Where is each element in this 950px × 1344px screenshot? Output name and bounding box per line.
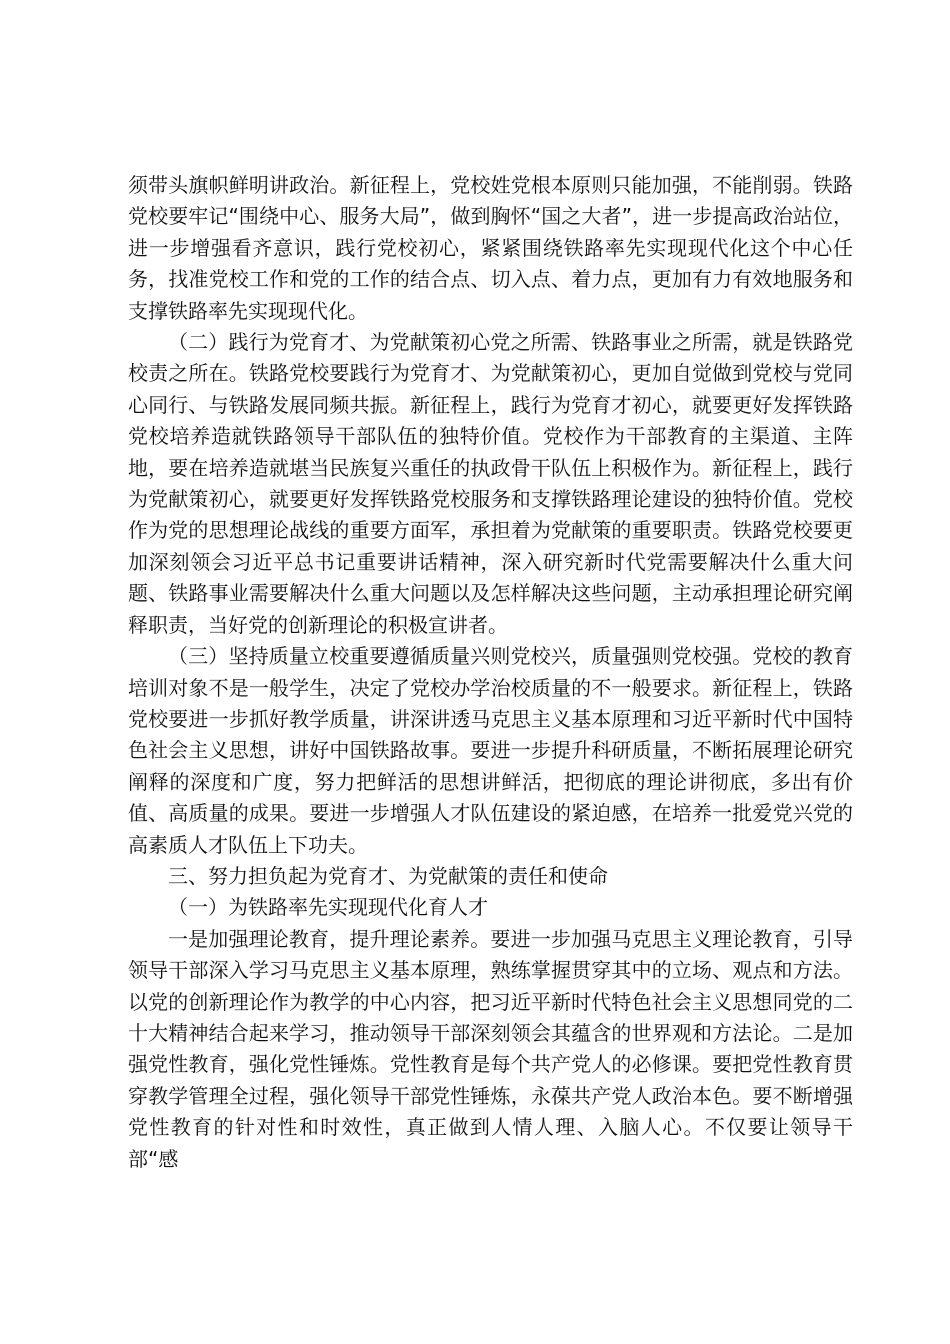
- body-paragraph: （三）坚持质量立校重要遵循质量兴则党校兴，质量强则党校强。党校的教育培训对象不是一般学生，决定了党校办学治校质量的不一般要求。新征程上，铁路党校要进一步抓好教学质量，讲深讲透马克思主义基本原理和习近平新时代中国特色社会主义思想，讲好中国铁路故事。要进一步提升科研质量，不断拓展理论研究阐释的深度和广度，努力把鲜活的思想讲鲜活，把彻底的理论讲彻底，多出有价值、高质量的成果。要进一步增强人才队伍建设的紧迫感，在培养一批爱党兴党的高素质人才队伍上下功夫。: [128, 644, 853, 857]
- body-paragraph: 一是加强理论教育，提升理论素养。要进一步加强马克思主义理论教育，引导领导干部深入学习马克思主义基本原理，熟练掌握贯穿其中的立场、观点和方法。以党的创新理论作为教学的中心内容，把习近平新时代特色社会主义思想同党的二十大精神结合起来学习，推动领导干部深刻领会其蕴含的世界观和方法论。二是加强党性教育，强化党性锤炼。党性教育是每个共产党人的必修课。要把党性教育贯穿教学管理全过程，强化领导干部党性锤炼，永葆共产党人政治本色。要不断增强党性教育的针对性和时效性，真正做到人情人理、入脑人心。不仅要让领导干部“感: [128, 926, 853, 1171]
- document-body: [128, 170, 853, 1175]
- subsection-heading: （一）为铁路率先实现现代化育人才: [168, 895, 488, 920]
- body-paragraph: 须带头旗帜鲜明讲政治。新征程上，党校姓党根本原则只能加强，不能削弱。铁路党校要牢记“围绕中心、服务大局”，做到胸怀“国之大者”，进一步提高政治站位，进一步增强看齐意识，践行党校初心，紧紧围绕铁路率先实现现代化这个中心任务，找准党校工作和党的工作的结合点、切入点、着力点，更加有力有效地服务和支撑铁路率先实现现代化。: [128, 173, 853, 323]
- body-paragraph: （二）践行为党育才、为党献策初心党之所需、铁路事业之所需，就是铁路党校责之所在。铁路党校要践行为党育才、为党献策初心，更加自觉做到党校与党同心同行、与铁路发展同频共振。新征程上，践行为党育才初心，就要更好发挥铁路党校培养造就铁路领导干部队伍的独特价值。党校作为干部教育的主渠道、主阵地，要在培养造就堪当民族复兴重任的执政骨干队伍上积极作为。新征程上，践行为党献策初心，就要更好发挥铁路党校服务和支撑铁路理论建设的独特价值。党校作为党的思想理论战线的重要方面军，承担着为党献策的重要职责。铁路党校要更加深刻领会习近平总书记重要讲话精神，深入研究新时代党需要解决什么重大问题、铁路事业需要解决什么重大问题以及怎样解决这些问题，主动承担理论研究阐释职责，当好党的创新理论的积极宣讲者。: [128, 330, 853, 637]
- section-heading: 三、努力担负起为党育才、为党献策的责任和使命: [168, 863, 608, 888]
